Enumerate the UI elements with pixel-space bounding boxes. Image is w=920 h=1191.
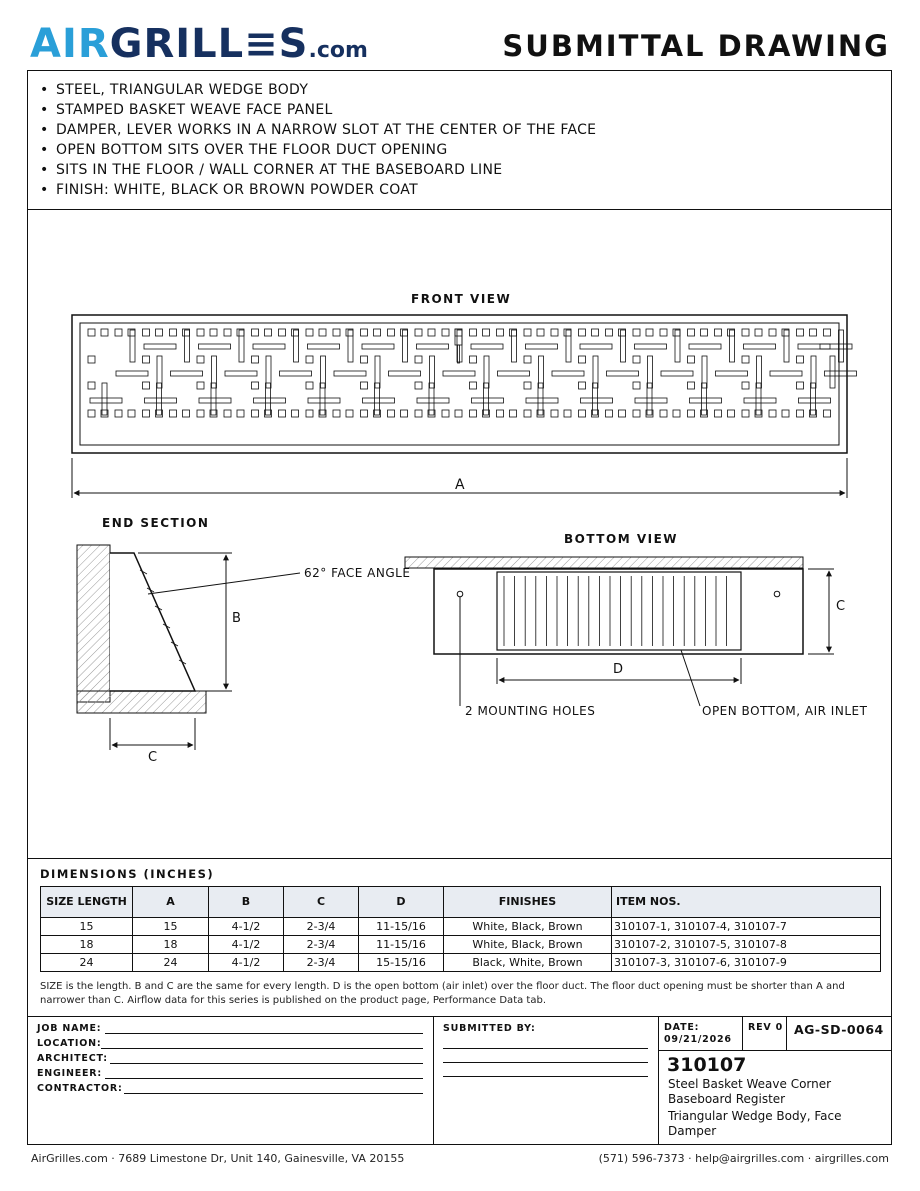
dimensions-note: SIZE is the length. B and C are the same for every length. D is the open bottom (air inlet) over the floor duct. The floor duct opening must be shorter than A and narrower than C. Airflow data for this series is published on the product page, Performance Data tab. bbox=[40, 981, 845, 1006]
date-value: 09/21/2026 bbox=[664, 1034, 732, 1045]
mounting-holes-label: 2 MOUNTING HOLES bbox=[465, 704, 596, 718]
feature-item: • OPEN BOTTOM SITS OVER THE FLOOR DUCT OPENING bbox=[40, 140, 596, 160]
feature-item: • STEEL, TRIANGULAR WEDGE BODY bbox=[40, 80, 596, 100]
table-cell: 24 bbox=[41, 954, 133, 972]
column-header: SIZE LENGTH bbox=[41, 887, 133, 918]
table-cell: 310107-1, 310107-4, 310107-7 bbox=[612, 918, 881, 936]
dimension-a-label: A bbox=[455, 477, 466, 493]
job-name-label: JOB NAME: bbox=[37, 1023, 102, 1034]
product-features: Triangular Wedge Body, Face Damper bbox=[668, 1109, 842, 1138]
end-section bbox=[77, 545, 300, 750]
table-cell: 15 bbox=[133, 918, 209, 936]
dimensions-table bbox=[40, 886, 881, 972]
table-cell: 2-3/4 bbox=[284, 936, 359, 954]
location-field[interactable] bbox=[101, 1048, 423, 1049]
table-cell: 310107-2, 310107-5, 310107-8 bbox=[612, 936, 881, 954]
table-cell: 4-1/2 bbox=[209, 936, 284, 954]
bottom-view bbox=[405, 557, 834, 706]
column-header: FINISHES bbox=[444, 887, 612, 918]
feature-item: • STAMPED BASKET WEAVE FACE PANEL bbox=[40, 100, 596, 120]
divider bbox=[658, 1016, 659, 1145]
table-cell: 18 bbox=[133, 936, 209, 954]
column-header: ITEM NOS. bbox=[612, 887, 881, 918]
open-bottom-label: OPEN BOTTOM, AIR INLET bbox=[702, 704, 868, 718]
divider bbox=[658, 1050, 892, 1051]
column-header: D bbox=[359, 887, 444, 918]
divider bbox=[786, 1016, 787, 1050]
location-label: LOCATION: bbox=[37, 1038, 102, 1049]
table-cell: Black, White, Brown bbox=[444, 954, 612, 972]
model-number: 310107 bbox=[667, 1054, 747, 1076]
table-cell: 310107-3, 310107-6, 310107-9 bbox=[612, 954, 881, 972]
job-name-field[interactable] bbox=[105, 1033, 423, 1034]
table-row bbox=[41, 954, 881, 972]
front-view bbox=[72, 315, 857, 498]
revision: REV 0 bbox=[748, 1022, 784, 1033]
table-row bbox=[41, 936, 881, 954]
dimension-c-label: C bbox=[148, 750, 158, 765]
footer-address: AirGrilles.com · 7689 Limestone Dr, Unit 140, Gainesville, VA 20155 bbox=[31, 1152, 405, 1165]
dimensions-title: DIMENSIONS (INCHES) bbox=[40, 867, 215, 881]
bottom-view-title: BOTTOM VIEW bbox=[564, 532, 678, 546]
contractor-label: CONTRACTOR: bbox=[37, 1083, 123, 1094]
divider bbox=[27, 1016, 892, 1017]
table-cell: White, Black, Brown bbox=[444, 936, 612, 954]
page-title: SUBMITTAL DRAWING bbox=[502, 29, 890, 63]
table-row bbox=[41, 918, 881, 936]
logo-com: .com bbox=[308, 38, 368, 63]
feature-item: • FINISH: WHITE, BLACK OR BROWN POWDER COAT bbox=[40, 180, 596, 200]
end-section-title: END SECTION bbox=[102, 516, 210, 530]
table-cell: 24 bbox=[133, 954, 209, 972]
dimension-d-label: D bbox=[613, 662, 624, 677]
table-cell: White, Black, Brown bbox=[444, 918, 612, 936]
dimension-c-bottom-label: C bbox=[836, 599, 846, 614]
face-angle-label: 62° FACE ANGLE bbox=[304, 566, 411, 580]
divider bbox=[742, 1016, 743, 1050]
architect-label: ARCHITECT: bbox=[37, 1053, 108, 1064]
engineer-field[interactable] bbox=[105, 1078, 423, 1079]
basket-weave-pattern bbox=[88, 329, 857, 417]
footer-contact: (571) 596-7373 · help@airgrilles.com · airgrilles.com bbox=[598, 1152, 889, 1165]
table-cell: 2-3/4 bbox=[284, 954, 359, 972]
submitted-by-field[interactable] bbox=[443, 1048, 648, 1049]
column-header: C bbox=[284, 887, 359, 918]
divider bbox=[27, 858, 892, 859]
submitted-by-label: SUBMITTED BY: bbox=[443, 1023, 536, 1034]
table-header-row bbox=[41, 887, 881, 918]
product-description: Steel Basket Weave Corner Baseboard Register bbox=[668, 1077, 832, 1106]
column-header: B bbox=[209, 887, 284, 918]
table-cell: 11-15/16 bbox=[359, 918, 444, 936]
column-header: A bbox=[133, 887, 209, 918]
table-cell: 11-15/16 bbox=[359, 936, 444, 954]
table-cell: 4-1/2 bbox=[209, 954, 284, 972]
table-cell: 15 bbox=[41, 918, 133, 936]
date-label: DATE: bbox=[664, 1022, 700, 1033]
submitted-by-field[interactable] bbox=[443, 1076, 648, 1077]
architect-field[interactable] bbox=[110, 1063, 423, 1064]
table-cell: 18 bbox=[41, 936, 133, 954]
contractor-field[interactable] bbox=[124, 1093, 423, 1094]
feature-item: • SITS IN THE FLOOR / WALL CORNER AT THE BASEBOARD LINE bbox=[40, 160, 596, 180]
table-cell: 2-3/4 bbox=[284, 918, 359, 936]
logo-air: AIR bbox=[30, 21, 110, 67]
inlet-slots bbox=[504, 576, 727, 646]
table-cell: 4-1/2 bbox=[209, 918, 284, 936]
engineer-label: ENGINEER: bbox=[37, 1068, 103, 1079]
dimension-b-label: B bbox=[232, 611, 242, 626]
document-number: AG-SD-0064 bbox=[794, 1022, 884, 1037]
submitted-by-field[interactable] bbox=[443, 1062, 648, 1063]
table-cell: 15-15/16 bbox=[359, 954, 444, 972]
front-view-title: FRONT VIEW bbox=[411, 292, 512, 306]
divider bbox=[433, 1016, 434, 1145]
feature-item: • DAMPER, LEVER WORKS IN A NARROW SLOT AT THE CENTER OF THE FACE bbox=[40, 120, 596, 140]
logo-grilles: GRILL≡S bbox=[109, 21, 309, 67]
